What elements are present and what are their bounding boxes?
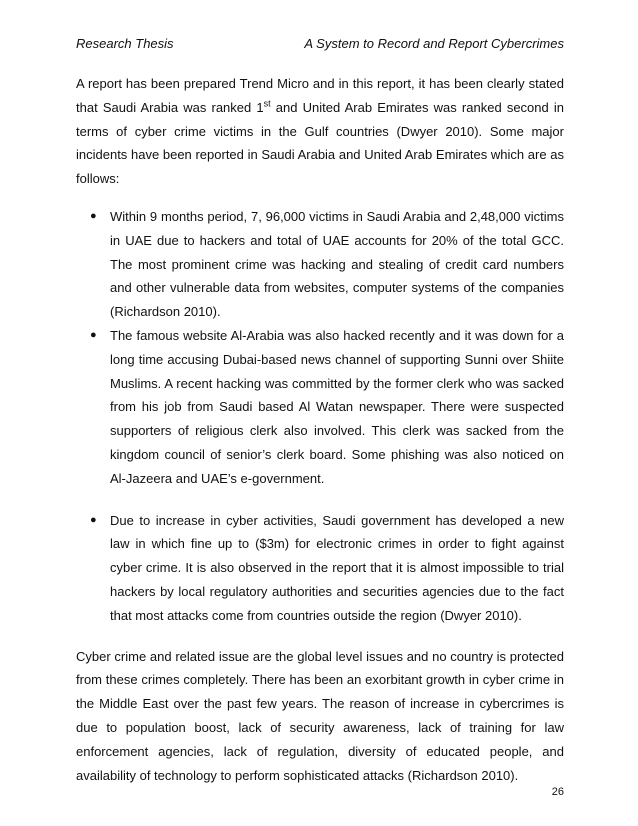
bullet-icon: ● xyxy=(90,328,97,341)
list-item-text: Within 9 months period, 7, 96,000 victims in Saudi Arabia and 2,48,000 victims in UAE due to hackers and total of UAE accounts for 20% of the total GCC. The most prominent crime was hacking and stealing of credit card numbers and other vulnerable data from websites, computer systems of the companies (Richardson 2010). xyxy=(110,208,564,320)
incident-list xyxy=(76,205,564,628)
header-thesis-title: A System to Record and Report Cybercrimes xyxy=(304,36,564,51)
bullet-icon: ● xyxy=(90,513,97,526)
header-thesis-label: Research Thesis xyxy=(76,36,174,51)
intro-superscript: st xyxy=(263,98,271,109)
intro-text-part1: A report has been prepared Trend Micro and in this report, it has been clearly stated that Saudi Arabia was ranked 1 xyxy=(76,76,564,115)
list-item xyxy=(76,509,564,628)
page-content xyxy=(76,72,564,787)
list-item-text: The famous website Al-Arabia was also hacked recently and it was down for a long time accusing Dubai-based news channel of supporting Sunni over Shiite Muslims. A recent hacking was committed by the former clerk who was sacked from his job from Saudi based Al Watan newspaper. There were suspected supporters of religious clerk also involved. This clerk was sacked from the kingdom council of senior’s clerk board. Some phishing was also noticed on Al-Jazeera and UAE’s e-government. xyxy=(110,327,564,486)
list-item xyxy=(76,205,564,324)
list-item xyxy=(76,324,564,491)
intro-text-part2: and United Arab Emirates was ranked second in terms of cyber crime victims in the Gulf countries (Dwyer 2010). Some major incidents have been reported in Saudi Arabia and United Arab Emirates which are as follows: xyxy=(76,99,564,187)
closing-paragraph: Cyber crime and related issue are the global level issues and no country is protected from these crimes completely. There has been an exorbitant growth in cyber crime in the Middle East over the past few years. The reason of increase in cybercrimes is due to population boost, lack of security awareness, lack of training for law enforcement agencies, lack of regulation, diversity of educated people, and availability of technology to perform sophisticated attacks (Richardson 2010). xyxy=(76,648,564,783)
list-item-text: Due to increase in cyber activities, Saudi government has developed a new law in which fine up to ($3m) for electronic crimes in order to fight against cyber crime. It is also observed in the report that it is almost impossible to trial hackers by local regulatory authorities and securities agencies due to the fact that most attacks come from countries outside the region (Dwyer 2010). xyxy=(110,512,564,623)
intro-paragraph xyxy=(76,72,564,191)
page-number: 26 xyxy=(551,786,564,798)
bullet-icon: ● xyxy=(90,209,97,222)
page-header xyxy=(76,36,564,56)
